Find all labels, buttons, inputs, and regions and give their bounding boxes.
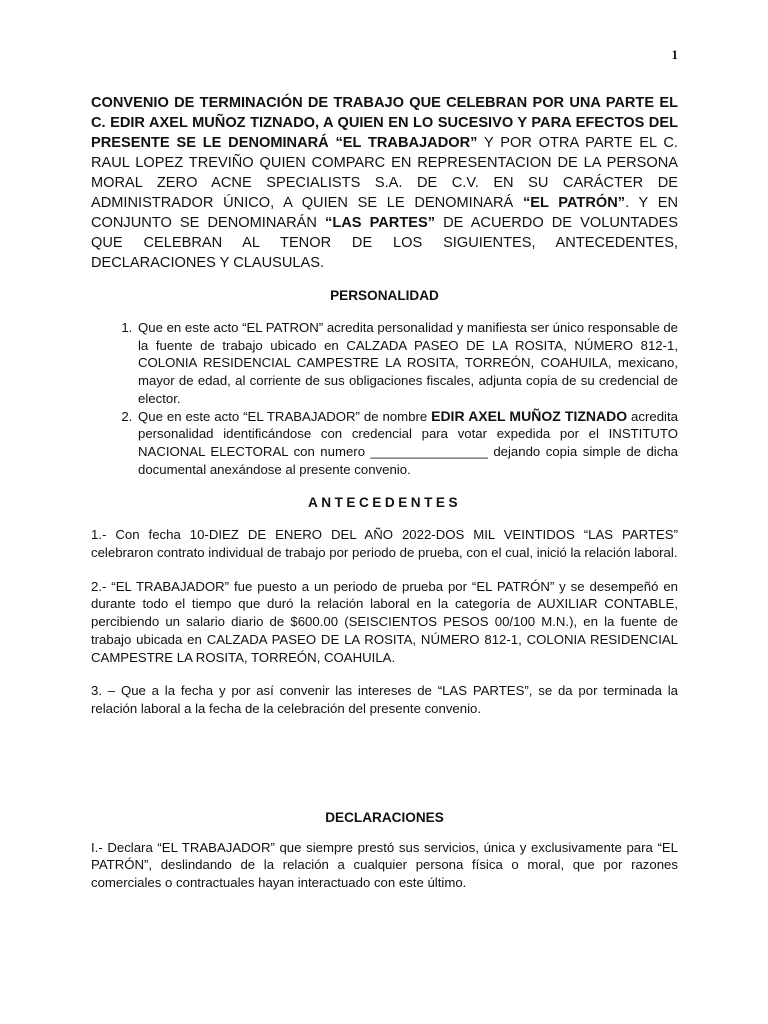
antecedente-1: 1.- Con fecha 10-DIEZ DE ENERO DEL AÑO 2022-DOS MIL VEINTIDOS “LAS PARTES” celebraron contrato individual de trabajo por periodo de prueba, con el cual, inició la relación laboral.: [91, 527, 678, 561]
personalidad-item-2-text-a: Que en este acto “EL TRABAJADOR” de nombre: [138, 408, 432, 424]
intro-bold-partes: “LAS PARTES”: [325, 215, 436, 231]
page-number: 1: [671, 47, 678, 62]
personalidad-list: [91, 319, 678, 478]
personalidad-item-2-text-c: acredita personalidad identificándose con credencial para votar expedida por el INSTITUTO NACIONAL ELECTORAL con numero ________________ dejando copia simple de dicha documental anexándose al presente convenio.: [138, 408, 678, 477]
intro-bold-patron: “EL PATRÓN”: [522, 195, 626, 211]
intro-paragraph: [91, 93, 678, 273]
antecedente-2: 2.- “EL TRABAJADOR” fue puesto a un periodo de prueba por “EL PATRÓN” y se desempeñó en durante todo el tiempo que duró la relación laboral en la categoría de AUXILIAR CONTABLE, percibiendo un salario diario de $600.00 (SEISCIENTOS PESOS 00/100 M.N.), en la fuente de trabajo ubicada en CALZADA PASEO DE LA ROSITA, NÚMERO 812-1, COLONIA RESIDENCIAL CAMPESTRE LA ROSITA, TORREÓN, COAHUILA.: [91, 578, 678, 665]
personalidad-heading: PERSONALIDAD: [330, 288, 439, 303]
worker-name: EDIR AXEL MUÑOZ TIZNADO: [431, 407, 628, 424]
intro-text-3: . Y EN CONJUNTO SE DENOMINARÁN: [91, 195, 678, 231]
declaracion-1: I.- Declara “EL TRABAJADOR” que siempre prestó sus servicios, única y exclusivamente para “EL PATRÓN”, deslindando de la relación a cualquier persona física o moral, que por razones comerciales o contractuales hayan interactuado con este último.: [91, 839, 678, 891]
intro-text-2: Y POR OTRA PARTE EL C. RAUL LOPEZ TREVIÑO QUIEN COMPARC EN REPRESENTACION DE LA PERSONA MORAL ZERO ACNE SPECIALISTS S.A. DE C.V. EN SU CARÁCTER DE ADMINISTRADOR ÚNICO, A QUIEN SE LE DENOMINARÁ: [91, 135, 678, 211]
intro-bold-trabajador: “EL TRABAJADOR”: [335, 135, 478, 151]
personalidad-item-2: [136, 408, 678, 479]
personalidad-item-1: 1. Que en este acto “EL PATRON” acredita personalidad y manifiesta ser único responsable de la fuente de trabajo ubicado en CALZADA PASEO DE LA ROSITA, NÚMERO 812-1, COLONIA RESIDENCIAL CAMPESTRE LA ROSITA, TORREÓN, COAHUILA, mexicano, mayor de edad, al corriente de sus obligaciones fiscales, adjunta copia de su credencial de elector.: [136, 319, 678, 408]
antecedentes-heading: ANTECEDENTES: [307, 495, 462, 511]
declaraciones-heading: DECLARACIONES: [325, 809, 444, 825]
intro-text-4: DE ACUERDO DE VOLUNTADES QUE CELEBRAN AL TENOR DE LOS SIGUIENTES, ANTECEDENTES, DECLARACIONES Y CLAUSULAS.: [91, 215, 678, 271]
document-body: [91, 93, 678, 892]
antecedente-3: 3. – Que a la fecha y por así convenir las intereses de “LAS PARTES”, se da por terminada la relación laboral a la fecha de la celebración del presente convenio.: [91, 683, 678, 716]
intro-text-1: CONVENIO DE TERMINACIÓN DE TRABAJO QUE CELEBRAN POR UNA PARTE EL C. EDIR AXEL MUÑOZ TIZNADO, A QUIEN EN LO SUCESIVO Y PARA EFECTOS DEL PRESENTE SE LE DENOMINARÁ: [91, 95, 678, 151]
